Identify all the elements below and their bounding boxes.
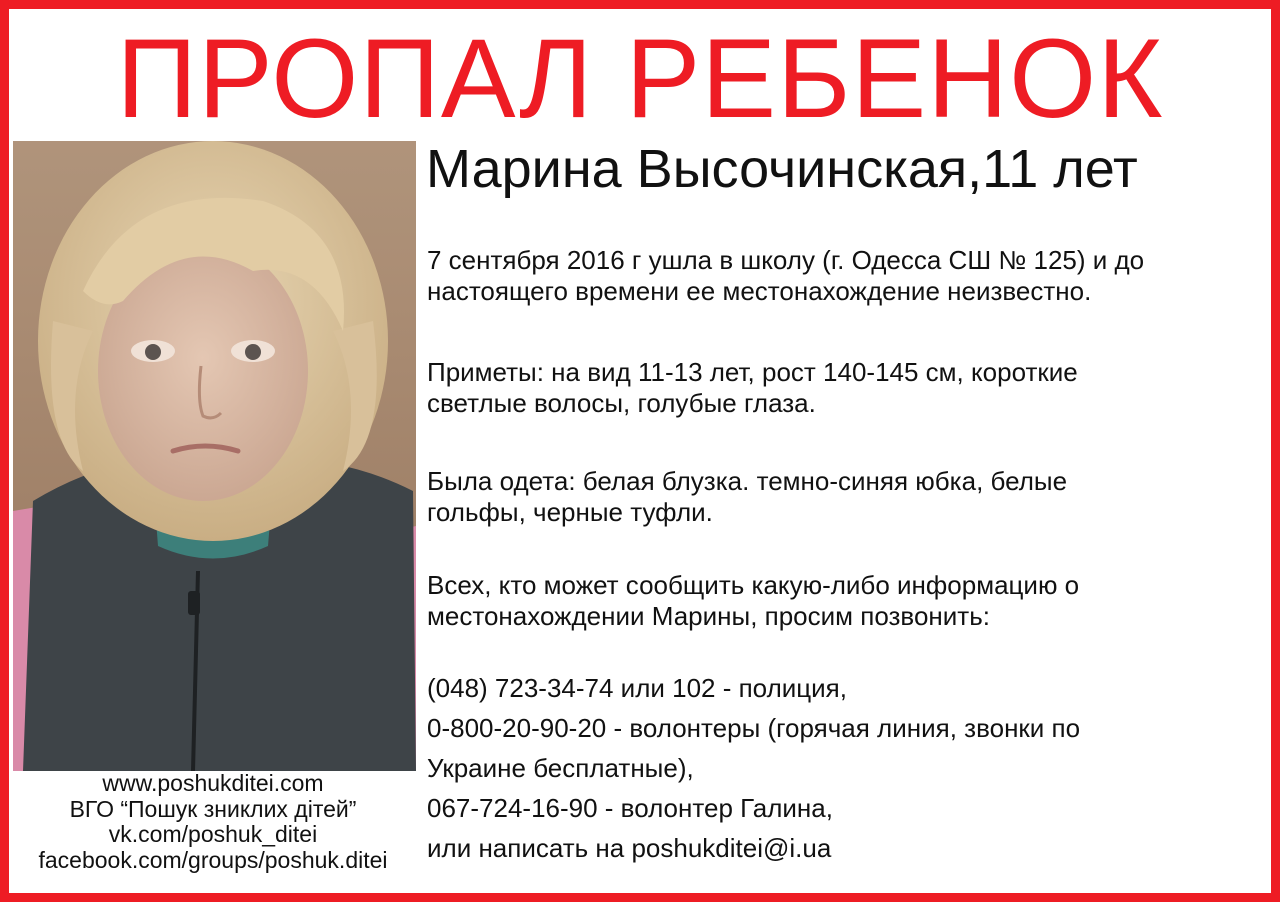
text-line: Всех, кто может сообщить какую-либо информацию о	[427, 570, 1080, 600]
website-link: www.poshukditei.com	[102, 770, 324, 796]
child-name-age: Марина Высочинская,11 лет	[426, 139, 1138, 199]
text-line: 7 сентября 2016 г ушла в школу (г. Одесса СШ № 125) и до	[427, 245, 1145, 275]
description-paragraph	[427, 357, 1227, 419]
hotline-note: Украине бесплатные),	[427, 753, 694, 783]
child-photo	[13, 141, 416, 771]
organization-name: ВГО “Пошук зниклих дітей”	[69, 795, 357, 822]
volunteer-phone: 067-724-16-90 - волонтер Галина,	[427, 793, 833, 823]
organization-links	[9, 771, 417, 873]
text-line: Была одета: белая блузка. темно-синяя юбка, белые	[427, 466, 1068, 496]
text-line: настоящего времени ее местонахождение неизвестно.	[427, 276, 1092, 306]
disappearance-paragraph	[427, 245, 1227, 307]
contact-email: или написать на poshukditei@i.ua	[427, 833, 832, 863]
text-line: гольфы, черные туфли.	[427, 497, 713, 527]
facebook-link: facebook.com/groups/poshuk.ditei	[38, 846, 388, 873]
text-line: местонахождении Марины, просим позвонить:	[427, 601, 990, 631]
poster-headline: ПРОПАЛ РЕБЕНОК	[116, 16, 1164, 141]
hotline-phone: 0-800-20-90-20 - волонтеры (горячая линия, звонки по	[427, 713, 1081, 743]
contact-list	[427, 668, 1247, 868]
text-line: светлые волосы, голубые глаза.	[427, 388, 816, 418]
child-photo-illustration	[13, 141, 416, 771]
clothing-paragraph	[427, 466, 1227, 528]
police-phone: (048) 723-34-74 или 102 - полиция,	[427, 673, 847, 703]
vk-link: vk.com/poshuk_ditei	[108, 821, 318, 847]
appeal-paragraph	[427, 570, 1227, 632]
text-line: Приметы: на вид 11-13 лет, рост 140-145 см, короткие	[427, 357, 1078, 387]
